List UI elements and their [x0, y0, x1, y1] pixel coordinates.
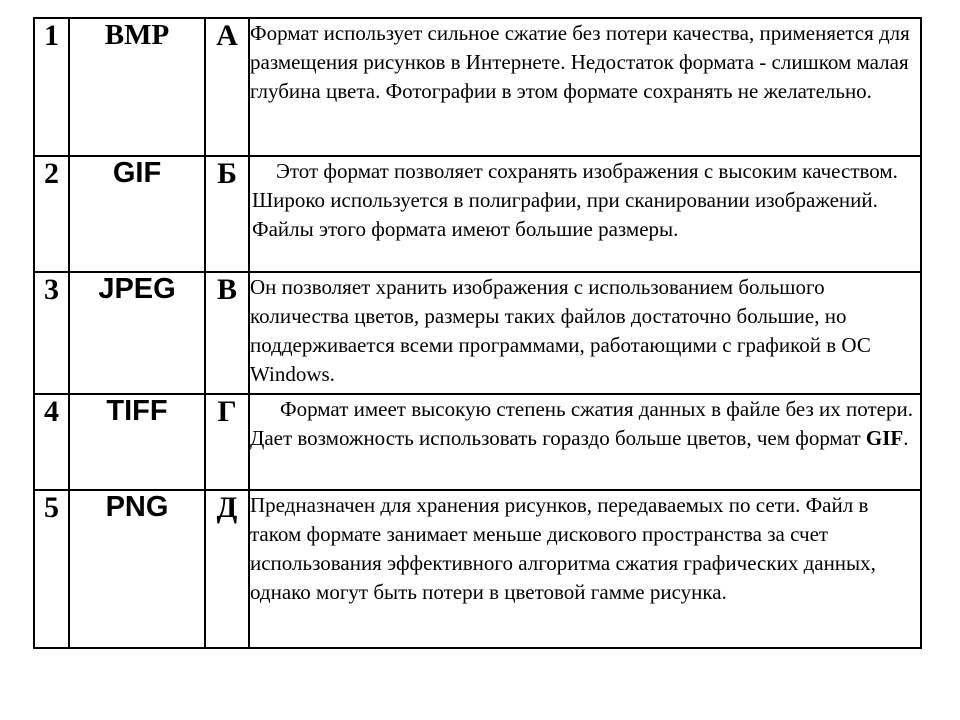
table-row	[34, 18, 921, 156]
format-name: GIF	[69, 156, 205, 272]
format-reference: GIF	[865, 426, 904, 450]
description-letter: Г	[205, 394, 249, 490]
format-description	[249, 394, 921, 490]
row-number: 4	[34, 394, 69, 490]
format-name: BMP	[69, 18, 205, 156]
format-name: TIFF	[69, 394, 205, 490]
row-number: 2	[34, 156, 69, 272]
table-row	[34, 490, 921, 648]
row-number: 1	[34, 18, 69, 156]
formats-matching-table	[33, 17, 922, 649]
row-number: 5	[34, 490, 69, 648]
description-letter: В	[205, 272, 249, 394]
description-text-end: .	[903, 426, 909, 450]
description-text-part: Формат имеет высокую степень сжатия данных в файле без их потери. Дает возможность использовать гораздо больше цветов, чем формат	[250, 397, 913, 450]
format-name: JPEG	[69, 272, 205, 394]
format-description	[249, 18, 921, 156]
format-name: PNG	[69, 490, 205, 648]
table-row	[34, 272, 921, 394]
format-description	[249, 272, 921, 394]
row-number: 3	[34, 272, 69, 394]
description-text	[250, 395, 920, 453]
description-text: Предназначен для хранения рисунков, передаваемых по сети. Файл в таком формате занимает меньше дискового пространства за счет использования эффективного алгоритма сжатия графических данных, однако могут быть потери в цветовой гамме рисунка.	[250, 493, 876, 604]
format-description	[249, 156, 921, 272]
description-text: Этот формат позволяет сохранять изображения с высоким качеством. Широко используется в полиграфии, при сканировании изображений. Файлы этого формата имеют большие размеры.	[252, 159, 898, 241]
table-row	[34, 394, 921, 490]
description-letter: Б	[205, 156, 249, 272]
table-row	[34, 156, 921, 272]
description-letter: Д	[205, 490, 249, 648]
format-description	[249, 490, 921, 648]
description-text: Формат использует сильное сжатие без потери качества, применяется для размещения рисунков в Интернете. Недостаток формата - слишком малая глубина цвета. Фотографии в этом формате сохранять не желательно.	[250, 21, 910, 103]
description-letter: А	[205, 18, 249, 156]
description-text: Он позволяет хранить изображения с использованием большого количества цветов, размеры таких файлов достаточно большие, но поддерживается всеми программами, работающими с графикой в ОС Windows.	[250, 275, 871, 386]
